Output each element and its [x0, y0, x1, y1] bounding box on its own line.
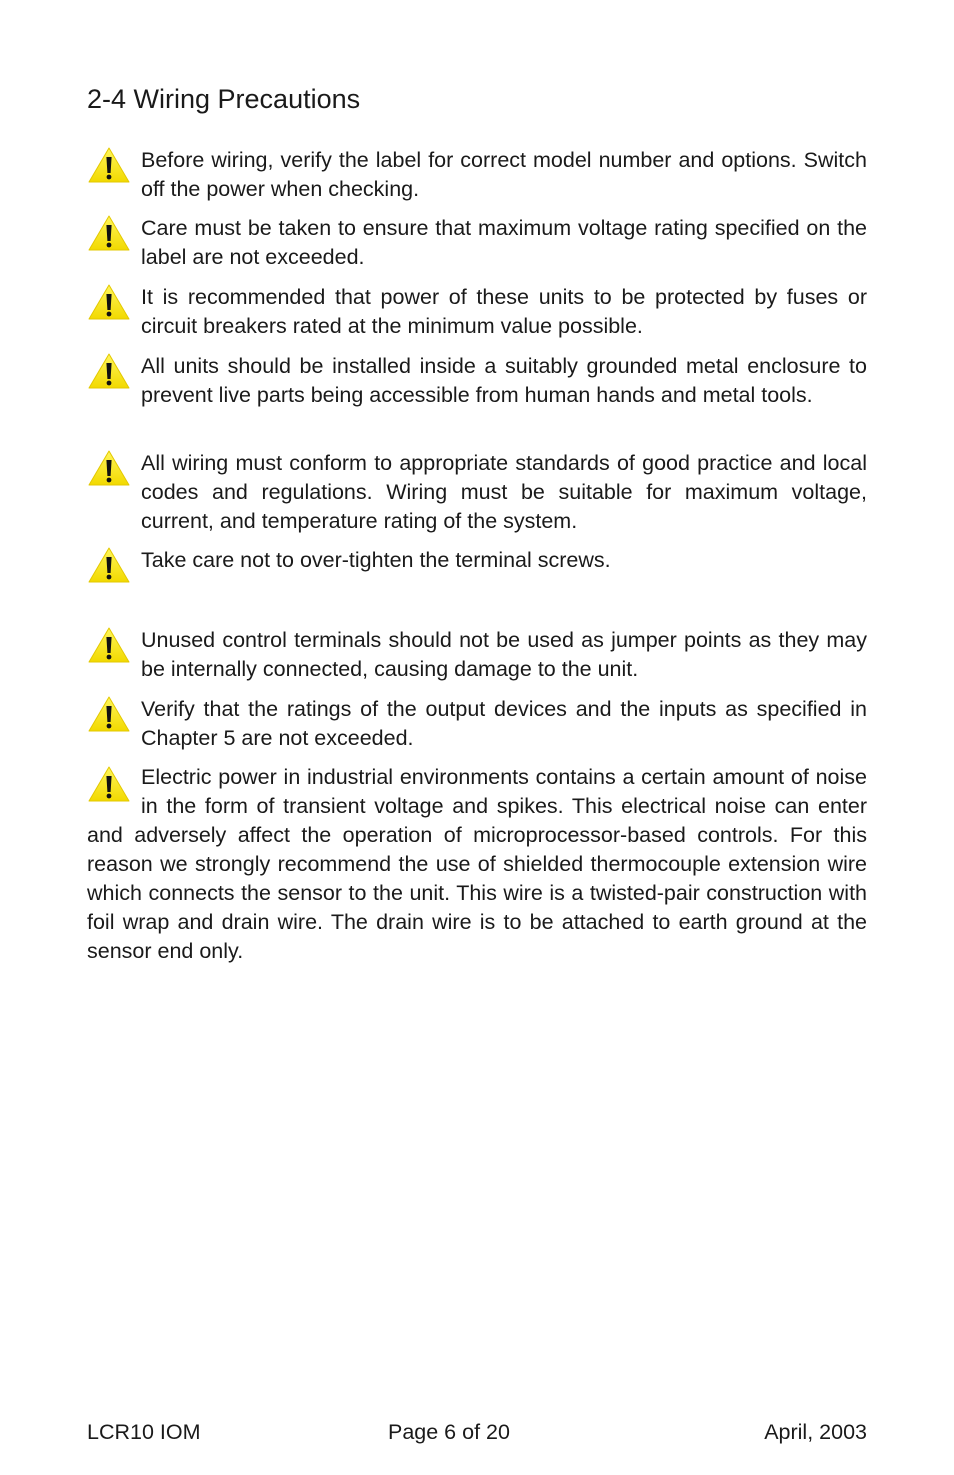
- warning-item: [87, 546, 867, 575]
- warning-icon: [87, 449, 131, 487]
- warning-item: [87, 449, 867, 536]
- warning-item: [87, 146, 867, 204]
- warning-item: [87, 352, 867, 410]
- warning-icon: [87, 283, 131, 321]
- footer-document-id: LCR10 IOM: [87, 1420, 201, 1444]
- warning-item: [87, 214, 867, 272]
- warning-text: Take care not to over-tighten the terminal screws.: [141, 548, 611, 572]
- footer-date: April, 2003: [764, 1420, 867, 1444]
- warning-item: [87, 763, 867, 966]
- warning-icon: [87, 765, 131, 803]
- warning-icon: [87, 352, 131, 390]
- warning-text: Before wiring, verify the label for correct model number and options. Switch off the power when checking.: [141, 148, 867, 201]
- warning-text: All units should be installed inside a suitably grounded metal enclosure to prevent live parts being accessible from human hands and metal tools.: [141, 354, 867, 407]
- warning-text: All wiring must conform to appropriate standards of good practice and local codes and regulations. Wiring must be suitable for maximum voltage, current, and temperature rating of the system.: [141, 451, 867, 533]
- warning-icon: [87, 214, 131, 252]
- warning-icon: [87, 626, 131, 664]
- warning-text: It is recommended that power of these units to be protected by fuses or circuit breakers rated at the minimum value possible.: [141, 285, 867, 338]
- warning-item: [87, 695, 867, 753]
- warning-item: [87, 626, 867, 684]
- warning-text: Unused control terminals should not be used as jumper points as they may be internally connected, causing damage to the unit.: [141, 628, 867, 681]
- warning-icon: [87, 546, 131, 584]
- warning-text: Electric power in industrial environments contains a certain amount of noise in the form of transient voltage and spikes. This electrical noise can enter and adversely affect the operation of microprocessor-based controls. For this reason we strongly recommend the use of shielded thermocouple extension wire which connects the sensor to the unit. This wire is a twisted-pair construction with foil wrap and drain wire. The drain wire is to be attached to earth ground at the sensor end only.: [87, 765, 867, 963]
- warning-icon: [87, 146, 131, 184]
- footer-page-number: Page 6 of 20: [388, 1420, 510, 1444]
- warning-item: [87, 283, 867, 341]
- page-title: 2-4 Wiring Precautions: [87, 84, 361, 114]
- warning-icon: [87, 695, 131, 733]
- warning-text: Care must be taken to ensure that maximum voltage rating specified on the label are not exceeded.: [141, 216, 867, 269]
- warning-text: Verify that the ratings of the output devices and the inputs as specified in Chapter 5 are not exceeded.: [141, 697, 867, 750]
